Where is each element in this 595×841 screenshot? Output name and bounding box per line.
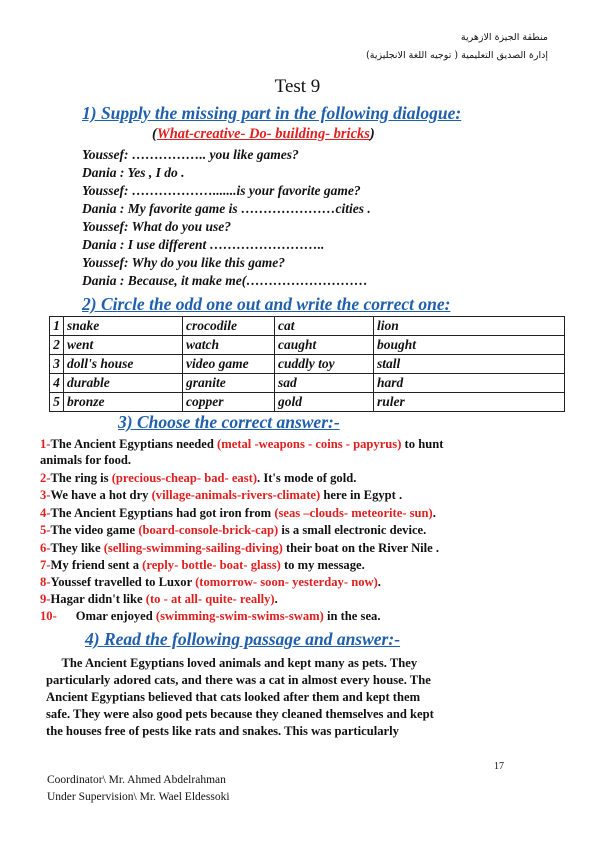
question-options: (selling-swimming-sailing-diving) [103,541,283,555]
question-9 [40,591,278,607]
table-cell: bronze [64,393,183,412]
question-number: 7- [40,558,51,572]
word-bank-close: ) [369,126,375,142]
question-text-end: here in Egypt . [320,488,403,502]
dialogue-line-2: Dania : Yes , I do . [82,165,185,180]
question-options: (to - at all- quite- really) [145,592,275,606]
table-cell: hard [374,374,565,393]
dialogue-line-8: Dania : Because, it make me(……………………… [82,273,368,288]
question-1 [40,436,443,452]
question-text: My friend sent a [50,558,143,572]
passage-line: safe. They were also good pets because they cleaned themselves and kept [46,707,434,721]
reading-passage [46,655,546,740]
dialogue-line-6: Dania : I use different …………………….. [82,237,325,252]
table-cell: ruler [374,393,565,412]
header-arabic-region: منطقة الجيزة الازهرية [460,32,548,43]
question-text: They like [50,541,104,555]
question-10 [40,608,380,624]
question-text-end: to my message. [280,558,365,572]
question-text: The video game [50,523,139,537]
table-cell: lion [374,317,565,336]
question-6 [40,540,439,556]
passage-line: Ancient Egyptians believed that cats looked after them and kept them [46,690,421,704]
question-text-end: . It's mode of gold. [257,471,357,485]
row-number: 4 [50,374,64,393]
dialogue-line-5: Youssef: What do you use? [82,219,232,234]
question-5 [40,522,426,538]
question-1-continuation: animals for food. [40,453,132,467]
table-row [50,317,565,336]
question-number: 1- [40,437,51,451]
table-cell: copper [183,393,275,412]
dialogue-line-4: Dania : My favorite game is …………………cities . [82,201,371,216]
question-number: 4- [40,506,51,520]
question-text: The Ancient Egyptians needed [50,437,218,451]
dialogue-line-1: Youssef: …………….. you like games? [82,147,299,162]
question-options: (precious-cheap- bad- east) [111,471,258,485]
table-cell: cuddly toy [275,355,374,374]
table-cell: watch [183,336,275,355]
question-text-end: is a small electronic device. [278,523,427,537]
table-cell: durable [64,374,183,393]
passage-line: the houses free of pests like rats and snakes. This was particularly [46,724,399,738]
table-row [50,336,565,355]
row-number: 2 [50,336,64,355]
question-options: (swimming-swim-swims-swam) [155,609,324,623]
header-arabic-administration: إدارة الصديق التعليمية ( توجيه اللغة الانجليزية) [366,50,548,61]
question-number: 2- [40,471,51,485]
table-cell: snake [64,317,183,336]
question-2 [40,470,356,486]
question-number: 3- [40,488,51,502]
question-text: Youssef travelled to Luxor [50,575,196,589]
question-number: 9- [40,592,51,606]
row-number: 5 [50,393,64,412]
table-cell: doll's house [64,355,183,374]
dialogue-line-3: Youssef: ……………….......is your favorite game? [82,183,361,198]
question-text-end: . [377,575,381,589]
question-text: Omar enjoyed [56,609,156,623]
question-number: 6- [40,541,51,555]
question-3 [40,487,402,503]
question-options: (village-animals-rivers-climate) [151,488,321,502]
table-row [50,374,565,393]
table-cell: caught [275,336,374,355]
page-number: 17 [494,761,504,772]
question-4 [40,505,436,521]
question-number: 10- [40,609,57,623]
table-cell: gold [275,393,374,412]
question-text: The ring is [50,471,112,485]
question-options: (tomorrow- soon- yesterday- now) [195,575,378,589]
question-options: (seas –clouds- meteorite- sun) [274,506,433,520]
odd-one-out-table [49,316,565,412]
question-text-end: to hunt [401,437,444,451]
question-number: 5- [40,523,51,537]
question-text: We have a hot dry [50,488,152,502]
question-options: (metal -weapons - coins - papyrus) [217,437,402,451]
row-number: 3 [50,355,64,374]
table-cell: sad [275,374,374,393]
table-cell: crocodile [183,317,275,336]
word-bank-words: What-creative- Do- building- bricks [156,126,370,142]
table-cell: granite [183,374,275,393]
question-text: Hagar didn't like [50,592,146,606]
question-text-end: . [432,506,436,520]
question-text-end: in the sea. [323,609,381,623]
table-cell: bought [374,336,565,355]
section3-heading: 3) Choose the correct answer:- [118,412,340,432]
table-row [50,393,565,412]
table-cell: cat [275,317,374,336]
row-number: 1 [50,317,64,336]
question-options: (reply- bottle- boat- glass) [142,558,281,572]
question-text-end: . [274,592,278,606]
question-8 [40,574,381,590]
section4-heading: 4) Read the following passage and answer:- [85,629,401,649]
passage-line: The Ancient Egyptians loved animals and kept many as pets. They [46,656,418,670]
passage-line: particularly adored cats, and there was a cat in almost every house. The [46,673,431,687]
table-cell: stall [374,355,565,374]
table-cell: went [64,336,183,355]
table-cell: video game [183,355,275,374]
table-row [50,355,565,374]
question-7 [40,557,365,573]
question-text-end: their boat on the River Nile . [282,541,440,555]
question-text: The Ancient Egyptians had got iron from [50,506,275,520]
page-title: Test 9 [274,76,321,97]
section2-heading: 2) Circle the odd one out and write the correct one: [82,294,451,314]
question-number: 8- [40,575,51,589]
footer-supervision: Under Supervision\ Mr. Wael Eldessoki [47,791,230,803]
word-bank [152,126,375,143]
question-options: (board-console-brick-cap) [138,523,279,537]
section1-heading: 1) Supply the missing part in the following dialogue: [82,103,462,123]
footer-coordinator: Coordinator\ Mr. Ahmed Abdelrahman [47,774,226,786]
word-bank-open: ( [152,126,157,142]
dialogue-line-7: Youssef: Why do you like this game? [82,255,286,270]
